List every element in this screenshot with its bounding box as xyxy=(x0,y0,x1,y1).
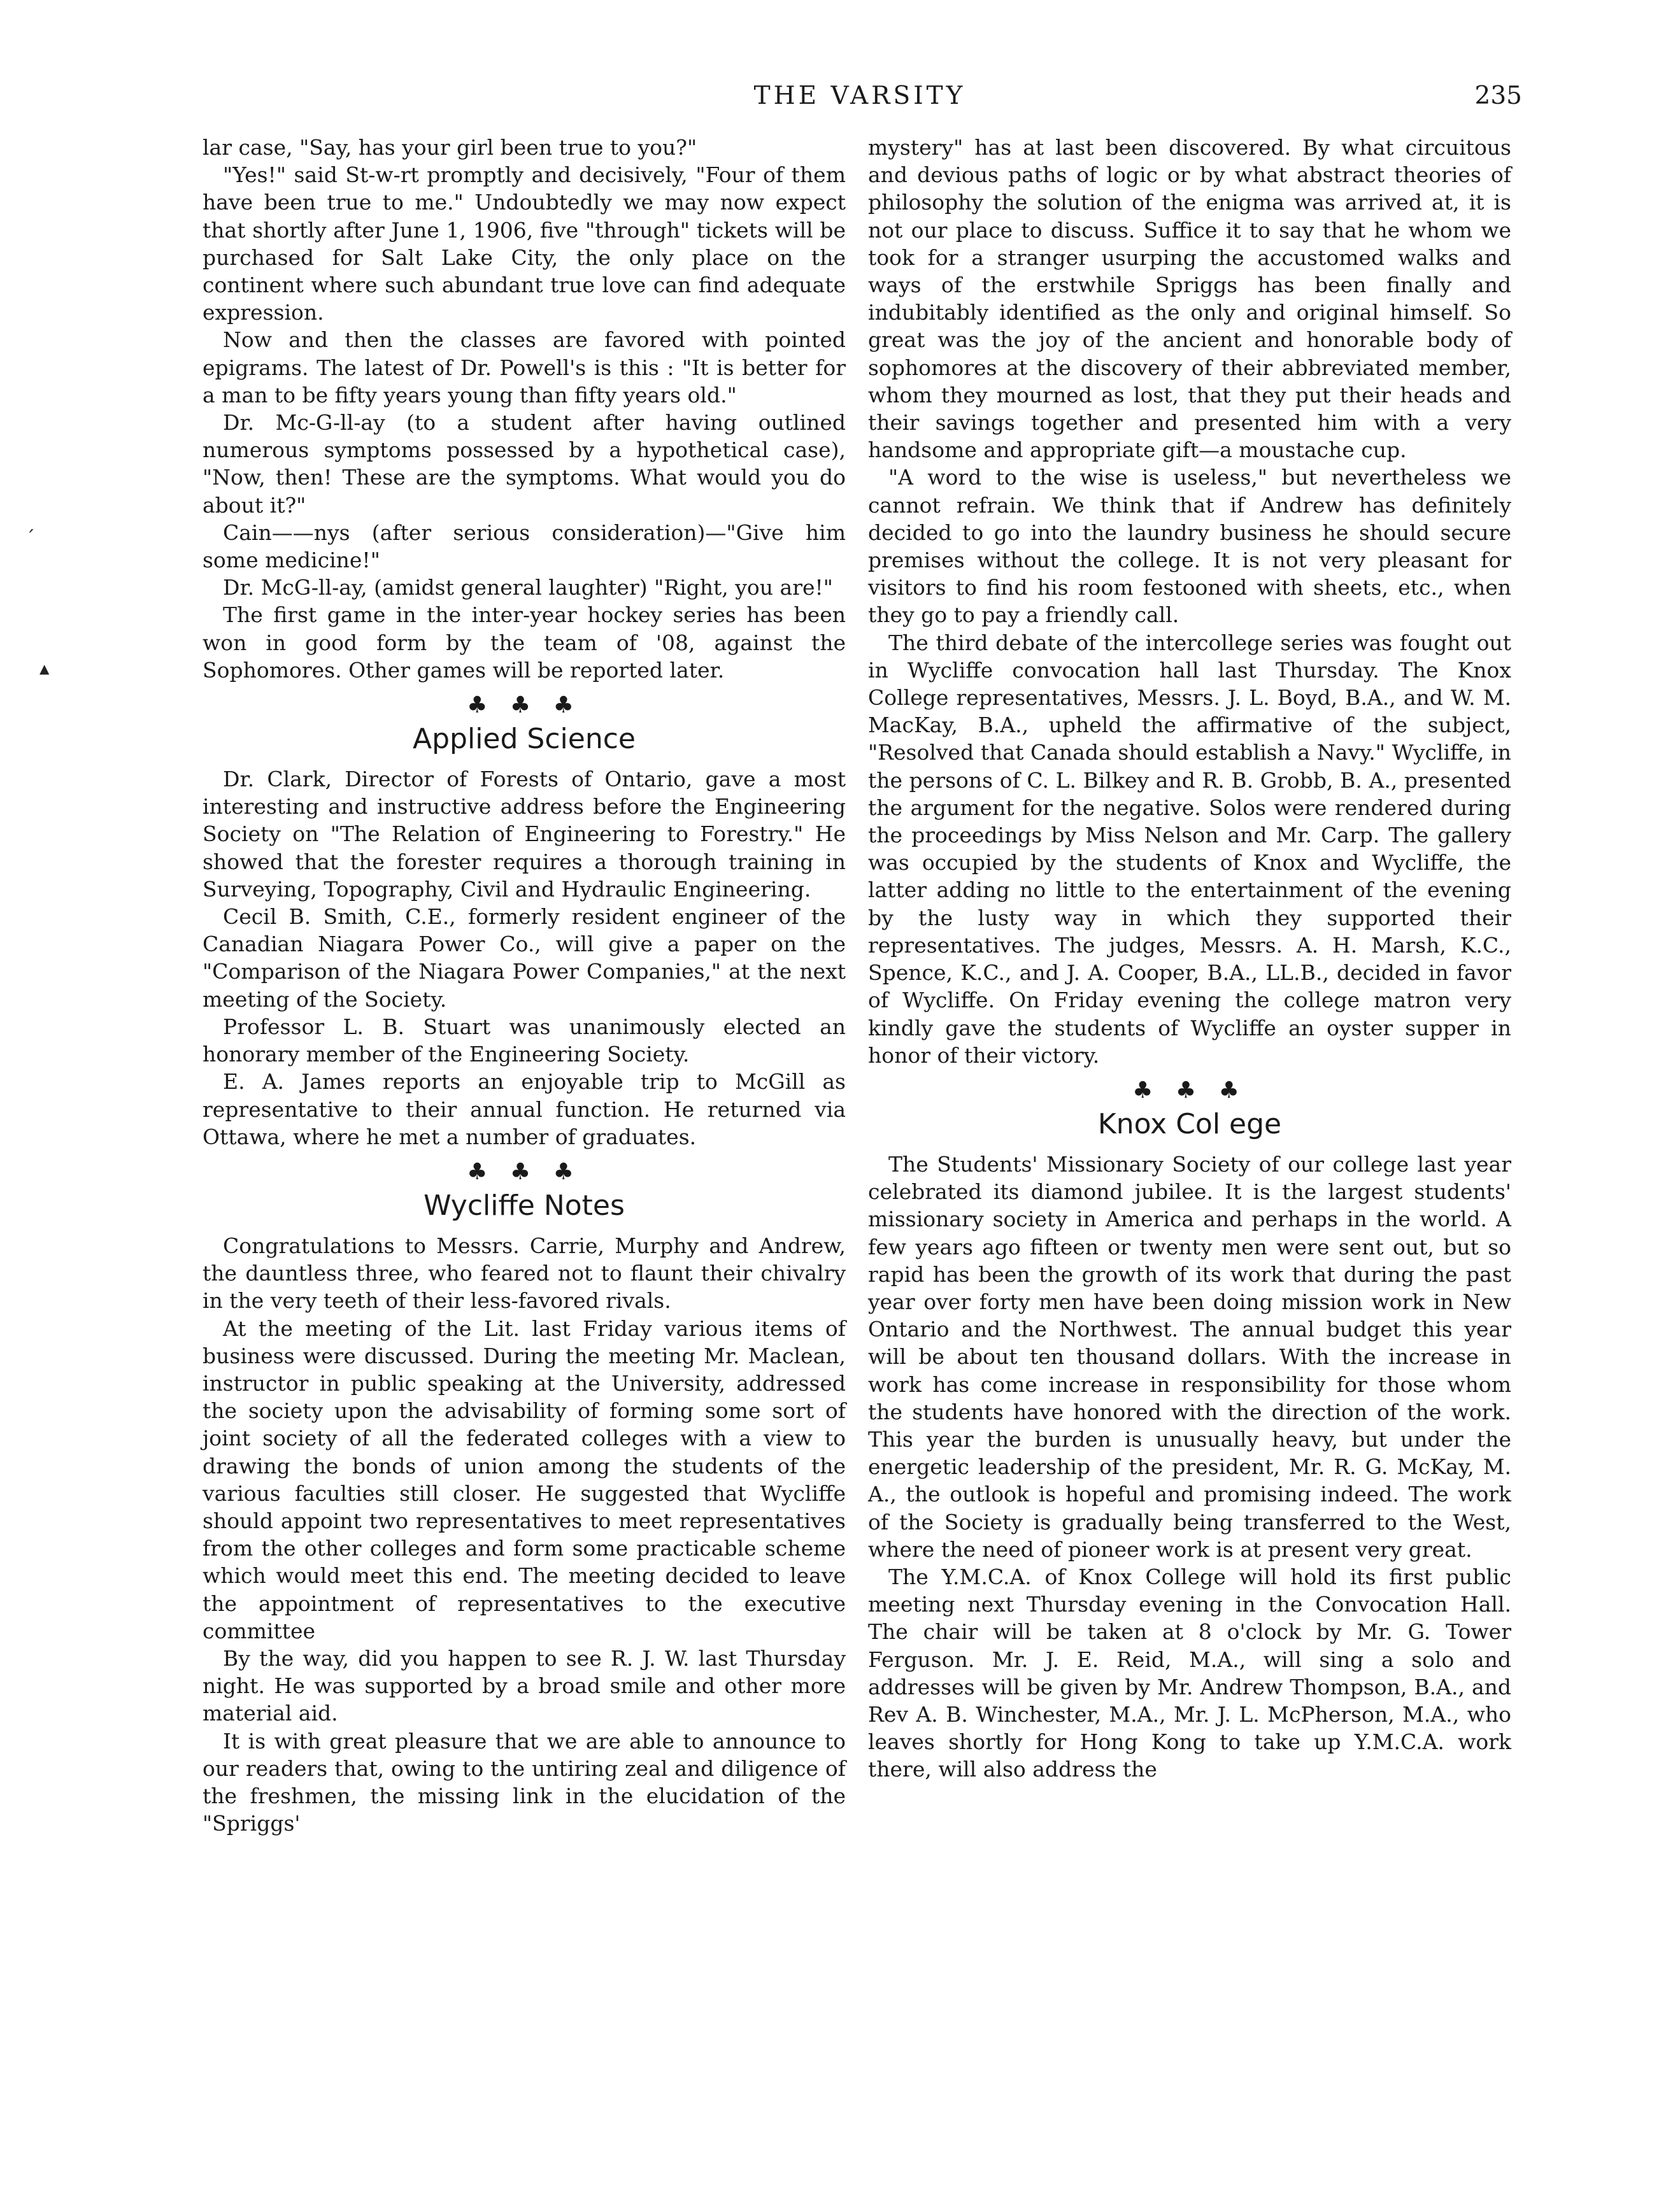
paragraph: It is with great pleasure that we are able to announce to our readers that, owing to the untiring zeal and diligence of the freshmen, the missing link in the elucidation of the "Spriggs' xyxy=(203,1728,846,1836)
section-title-applied-science: Applied Science xyxy=(413,723,636,756)
paragraph: E. A. James reports an enjoyable trip to McGill as representative to their annual function. He returned via Ottawa, where he met a number of graduates. xyxy=(203,1069,846,1149)
section-ornament: ♣ ♣ ♣ xyxy=(467,1158,581,1185)
paragraph: The first game in the inter-year hockey series has been won in good form by the team of '08, against the Sophomores. Other games will be reported later. xyxy=(203,602,846,683)
section-ornament: ♣ ♣ ♣ xyxy=(1132,1077,1247,1103)
margin-speck: ▲ xyxy=(39,661,50,676)
paragraph: Congratulations to Messrs. Carrie, Murphy and Andrew, the dauntless three, who feared not to flaunt their chivalry in the very teeth of their less-favored rivals. xyxy=(203,1233,846,1314)
paragraph: By the way, did you happen to see R. J. W. last Thursday night. He was supported by a broad smile and other more material aid. xyxy=(203,1645,846,1726)
running-title: THE VARSITY xyxy=(753,82,966,110)
page-number: 235 xyxy=(1474,82,1522,110)
paragraph: lar case, "Say, has your girl been true to you?" xyxy=(203,135,697,160)
paragraph: Dr. Mc-G-ll-ay (to a student after having outlined numerous symptoms possessed by a hypothetical case), "Now, then! These are the symptoms. What would you do about it?" xyxy=(203,410,846,518)
paragraph: Professor L. B. Stuart was unanimously elected an honorary member of the Engineering Society. xyxy=(203,1014,846,1067)
section-title-wycliffe-notes: Wycliffe Notes xyxy=(424,1189,625,1222)
running-head xyxy=(197,82,1522,126)
paragraph: "A word to the wise is useless," but nevertheless we cannot refrain. We think that if Andrew has definitely decided to go into the laundry business he should secure premises without the college. It is not very pleasant for visitors to find his room festooned with sheets, etc., when they go to pay a friendly call. xyxy=(868,465,1511,628)
left-column xyxy=(203,134,846,1837)
paragraph: Dr. Clark, Director of Forests of Ontario, gave a most interesting and instructive address before the Engineering Society on "The Relation of Engineering to Forestry." He showed that the forester requires a thorough training in Surveying, Topography, Civil and Hydraulic Engineering. xyxy=(203,767,846,902)
paragraph: The third debate of the intercollege series was fought out in Wycliffe convocation hall last Thursday. The Knox College representatives, Messrs. J. L. Boyd, B.A., and W. M. MacKay, B.A., upheld the affirmative of the subject, "Resolved that Canada should establish a Navy." Wycliffe, in the persons of C. L. Bilkey and R. B. Grobb, B. A., presented the argument for the negative. Solos were rendered during the proceedings by Miss Nelson and Mr. Carp. The gallery was occupied by the students of Knox and Wycliffe, the latter adding no little to the entertainment of the evening by the lusty way in which they supported their representatives. The judges, Messrs. A. H. Marsh, K.C., Spence, K.C., and J. A. Cooper, B.A., LL.B., decided in favor of Wycliffe. On Friday evening the college matron very kindly gave the students of Wycliffe an oyster supper in honor of their victory. xyxy=(868,630,1511,1068)
section-title-knox-college: Knox Col ege xyxy=(1097,1107,1282,1140)
paragraph: The Students' Missionary Society of our college last year celebrated its diamond jubilee. It is the largest students' missionary society in America and perhaps in the world. A few years ago fifteen or twenty men were sent out, but so rapid has been the growth of its work that during the past year over forty men have been doing mission work in New Ontario and the Northwest. The annual budget this year will be about ten thousand dollars. With the increase in work has come increase in responsibility for those whom the students have honored with the direction of the work. This year the burden is unusually heavy, but under the energetic leadership of the president, Mr. R. G. McKay, M. A., the outlook is hopeful and promising indeed. The work of the Society is gradually being transferred to the West, where the need of pioneer work is at present very great. xyxy=(868,1151,1511,1562)
paragraph: Now and then the classes are favored with pointed epigrams. The latest of Dr. Powell's is this : "It is better for a man to be fifty years young than fifty years old." xyxy=(203,327,846,408)
paragraph: "Yes!" said St-w-rt promptly and decisively, "Four of them have been true to me." Undoubtedly we may now expect that shortly after June 1, 1906, five "through" tickets will be purchased for Salt Lake City, the only place on the continent where such abundant true love can find adequate expression. xyxy=(203,162,846,325)
paragraph: Cain——nys (after serious consideration)—"Give him some medicine!" xyxy=(203,520,846,573)
paragraph: Cecil B. Smith, C.E., formerly resident engineer of the Canadian Niagara Power Co., will give a paper on the "Comparison of the Niagara Power Companies," at the next meeting of the Society. xyxy=(203,904,846,1012)
paragraph: Dr. McG-ll-ay, (amidst general laughter) "Right, you are!" xyxy=(223,575,833,600)
right-column xyxy=(868,134,1511,1783)
paragraph: mystery" has at last been discovered. By what circuitous and devious paths of logic or by what abstract theories of philosophy the solution of the enigma was arrived at, it is not our place to discuss. Suffice it to say that he whom we took for a stranger usurping the accustomed walks and ways of the erstwhile Spriggs has been finally and indubitably identified as the only and original himself. So great was the joy of the ancient and honorable body of sophomores at the discovery of their abbreviated member, whom they mourned as lost, that they put their heads and their savings together and presented him with a very handsome and appropriate gift—a moustache cup. xyxy=(868,135,1511,463)
margin-speck: ˊ xyxy=(25,527,35,549)
section-ornament: ♣ ♣ ♣ xyxy=(467,692,581,719)
paragraph: At the meeting of the Lit. last Friday various items of business were discussed. During the meeting Mr. Maclean, instructor in public speaking at the University, addressed the society upon the advisability of forming some sort of joint society of all the federated colleges with a view to drawing the bonds of union among the students of the various faculties still closer. He suggested that Wycliffe should appoint two representatives to meet representatives from the other colleges and form some practicable scheme which would meet this end. The meeting decided to leave the appointment of representatives to the executive committee xyxy=(203,1315,846,1643)
paragraph: The Y.M.C.A. of Knox College will hold its first public meeting next Thursday evening in the Convocation Hall. The chair will be taken at 8 o'clock by Mr. G. Tower Ferguson. Mr. J. E. Reid, M.A., will sing a solo and addresses will be given by Mr. Andrew Thompson, B.A., and Rev A. B. Winchester, M.A., Mr. J. L. McPherson, M.A., who leaves shortly for Hong Kong to take up Y.M.C.A. work there, will also address the xyxy=(868,1564,1511,1782)
